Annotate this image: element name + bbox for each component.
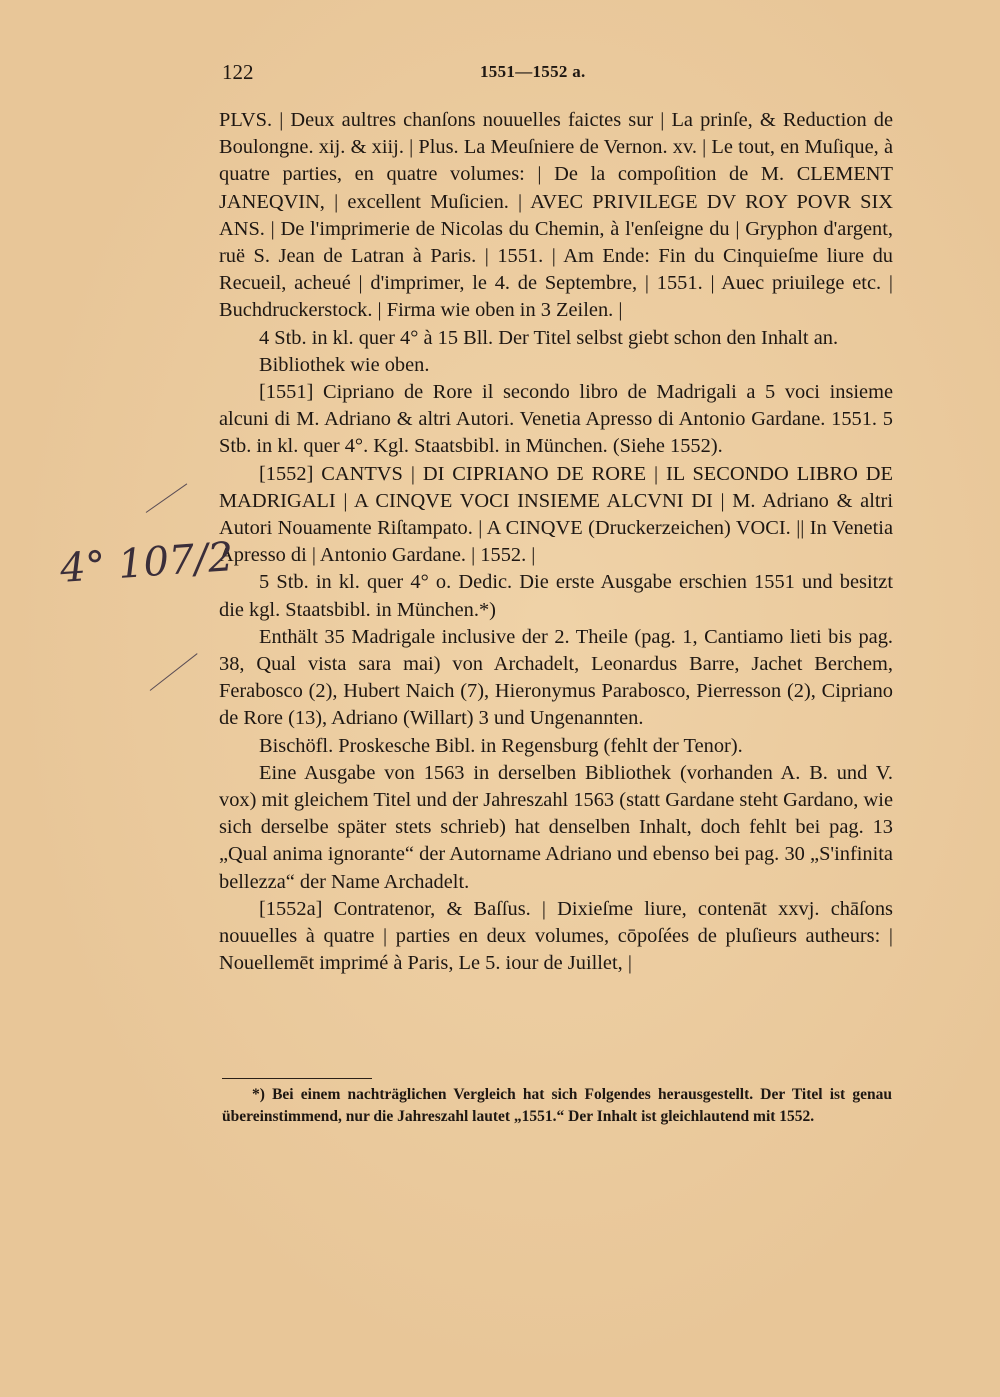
paragraph-entry-1552: [1552] CANTVS | DI CIPRIANO DE RORE | IL SECONDO LIBRO DE MADRIGALI | A CINQVE VOCI INSIEME ALCVNI DI | M. Adriano & altri Autori Nouamente Riſtampato. | A CINQVE (Druckerzeichen) VOCI. || In Venetia Apresso di | Antonio Gardane. | 1552. | [219,462,893,567]
paragraph-1552-contents: Enthält 35 Madrigale inclusive der 2. Theile (pag. 1, Cantiamo lieti bis pag. 38, Qual vista sara mai) von Archadelt, Leonardus Barre, Jachet Berchem, Ferabosco (2), Hubert Naich (7), Hieronymus Parabosco, Pierresson (2), Cipriano de Rore (13), Adriano (Willart) 3 und Ungenannten. [219,625,893,730]
page-header [222,60,892,90]
body-text [219,107,893,978]
paragraph-entry-1551: [1551] Cipriano de Rore il secondo libro de Madrigali a 5 voci insieme alcuni di M. Adriano & altri Autori. Venetia Apresso di Antonio Gardane. 1551. 5 Stb. in kl. quer 4°. Kgl. Staatsbibl. in München. (Siehe 1552). [219,381,893,458]
paragraph-entry-1552a: [1552a] Contratenor, & Baſſus. | Dixieſme liure, contenāt xxvj. chāſons nouuelles à quatre | parties en deux volumes, cōpoſées de pluſieurs autheurs: | Nouellemēt imprimé à Paris, Le 5. iour de Juillet, | [219,897,893,975]
footnote-text: *) Bei einem nachträglichen Vergleich hat sich Folgendes herausgestellt. Der Titel ist genau übereinstimmend, nur die Jahreszahl lautet „1551.“ Der Inhalt ist gleichlautend mit 1552. [222,1086,892,1125]
running-head: 1551—1552 a. [480,62,586,81]
paragraph-plvs-title: PLVS. | Deux aultres chanſons nouuelles faictes sur | La prinſe, & Reduction de Boulongne. xij. & xiij. | Plus. La Meuſniere de Vernon. xv. | Le tout, en Muſique, à quatre parties, en quatre volumes: | De la compoſition de M. CLEMENT JANEQVIN, | excellent Muſicien. | AVEC PRIVILEGE DV ROY POVR SIX ANS. | De l'imprimerie de Nicolas du Chemin, à l'enſeigne du | Gryphon d'argent, ruë S. Jean de Latran à Paris. | 1551. | Am Ende: Fin du Cinquieſme liure du Recueil, acheué | d'imprimer, le 4. de Septembre, | 1551. | Auec priuilege etc. | Buchdruckerstock. | Firma wie oben in 3 Zeilen. | [219,109,893,322]
paragraph-1563-edition: Eine Ausgabe von 1563 in derselben Bibliothek (vorhanden A. B. und V. vox) mit gleichem Titel und der Jahreszahl 1563 (statt Gardane steht Gardano, wie sich derselbe später stets schrieb) hat denselben Inhalt, doch fehlt bei pag. 13 „Qual anima ignorante“ der Autorname Adriano und ebenso bei pag. 30 „S'infinita bellezza“ der Name Archadelt. [219,761,893,893]
pencil-mark-line [150,653,198,691]
page-number: 122 [222,60,254,84]
paragraph-1552-description: 5 Stb. in kl. quer 4° o. Dedic. Die erste Ausgabe erschien 1551 und besitzt die kgl. Staatsbibl. in München.*) [219,571,893,621]
paragraph-library: Bibliothek wie oben. [259,353,430,376]
paragraph-1552-library: Bischöfl. Proskesche Bibl. in Regensburg (fehlt der Tenor). [259,734,743,757]
footnote-rule [222,1078,372,1079]
footnote [222,1084,892,1128]
handwritten-margin-note: 4° 107/2 [58,534,235,592]
pencil-mark-line [146,483,188,512]
paragraph-description: 4 Stb. in kl. quer 4° à 15 Bll. Der Titel selbst giebt schon den Inhalt an. [259,326,839,349]
